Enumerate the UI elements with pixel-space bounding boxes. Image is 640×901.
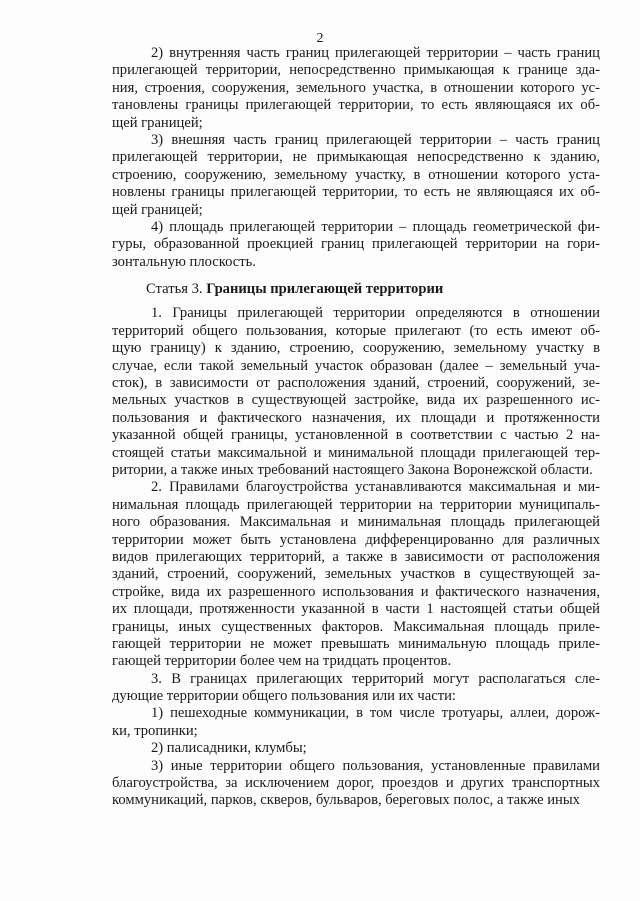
text-line: 2. Правилами благоустройства устанавливаются максимальная и ми- (151, 479, 600, 496)
text-line: гуры, образованной проекцией границ прилегающей территории на гори- (112, 236, 600, 253)
text-line: границы, иных существенных факторов. Максимальная площадь приле- (112, 618, 600, 635)
text-line: пользования и фактического назначения, их площади и протяженности (112, 409, 600, 426)
text-line: ного образования. Максимальная и минимальная площадь прилегающей (112, 514, 600, 531)
text-line: щей границей; (112, 201, 203, 218)
text-line: гающей территории не может превышать минимальную площадь приле- (112, 635, 600, 652)
paragraph (112, 219, 600, 271)
text-line: нимальная площадь прилегающей территории на территории муниципаль- (112, 496, 600, 513)
text-line: указанной общей границы, установленной в соответствии с частью 2 на- (112, 427, 600, 444)
text-line: их площади, протяженности указанной в части 1 настоящей статьи общей (112, 601, 600, 618)
text-line: гающей территории более чем на тридцать процентов. (112, 653, 452, 670)
text-line: ки, тропинки; (112, 722, 198, 739)
text-line: 4) площадь прилегающей территории – площадь геометрической фи- (151, 218, 600, 235)
text-line: 3. В границах прилегающих территорий могут располагаться сле- (151, 670, 600, 687)
text-line: прилегающей территории, не примыкающая непосредственно к зданию, (112, 149, 600, 166)
paragraph (112, 479, 600, 670)
text-line: щую границу) к зданию, строению, сооружению, земельному участку в (112, 340, 600, 357)
article-3-section (112, 305, 600, 809)
text-line: 1) пешеходные коммуникации, в том числе тротуары, аллеи, дорож- (151, 705, 600, 722)
paragraph (112, 45, 600, 132)
text-line: щей границей; (112, 114, 203, 131)
text-line: случае, если такой земельный участок образован (далее – земельный уча- (112, 357, 600, 374)
text-line: дующие территории общего пользования или их части: (112, 688, 456, 705)
text-line: прилегающей территории, непосредственно примыкающая к границе зда- (112, 62, 600, 79)
text-line: видов прилегающих территорий, а также в зависимости от расположения (112, 548, 600, 565)
text-line: зонтальную плоскость. (112, 253, 256, 270)
text-line: благоустройства, за исключением дорог, проездов и других транспортных (112, 775, 600, 792)
text-line: коммуникаций, парков, скверов, бульваров, береговых полос, а также иных (112, 792, 580, 809)
article-prefix: Статья 3. (146, 281, 203, 298)
definitions-section (112, 45, 600, 271)
page-number: 2 (316, 31, 324, 46)
text-line: 2) внутренняя часть границ прилегающей территории – часть границ (151, 45, 600, 61)
paragraph (112, 305, 600, 479)
paragraph (112, 758, 600, 810)
text-line: сток), в зависимости от расположения зданий, строений, сооружений, зе- (112, 375, 600, 392)
document-body (112, 45, 600, 810)
paragraph (112, 705, 600, 740)
text-line: ния, строения, сооружения, земельного участка, в отношении которого ус- (112, 79, 600, 96)
text-line: новлены границы прилегающей территории, то есть не являющаяся их об- (112, 184, 600, 201)
text-line: зданий, строений, сооружений, земельных участков в существующей за- (112, 566, 600, 583)
text-line: территорий общего пользования, которые прилегают (то есть имеют об- (112, 322, 600, 339)
text-line: стройке, вида их разрешенного использования и фактического назначения, (112, 583, 600, 600)
text-line: 3) внешняя часть границ прилегающей территории – часть границ (151, 131, 600, 148)
paragraph (112, 740, 600, 757)
text-line: 2) палисадники, клумбы; (151, 740, 307, 757)
text-line: территории может быть установлена дифференцированно для различных (112, 531, 600, 548)
text-line: строению, сооружению, земельному участку, в отношении которого уста- (112, 166, 600, 183)
text-line: мельных участков в существующей застройке, вида их разрешенного ис- (112, 392, 600, 409)
text-line: 3) иные территории общего пользования, установленные правилами (151, 757, 600, 774)
text-line: 1. Границы прилегающей территории определяются в отношении (151, 305, 600, 322)
article-title: Границы прилегающей территории (206, 281, 444, 298)
text-line: ритории, а также иных требований настоящего Закона Воронежской области. (112, 462, 593, 478)
paragraph (112, 671, 600, 706)
article-heading (112, 281, 600, 298)
text-line: тановлены границы прилегающей территории, то есть являющаяся их об- (112, 97, 600, 114)
text-line: стоящей статьи максимальной и минимальной площади прилегающей тер- (112, 444, 600, 461)
paragraph (112, 132, 600, 219)
